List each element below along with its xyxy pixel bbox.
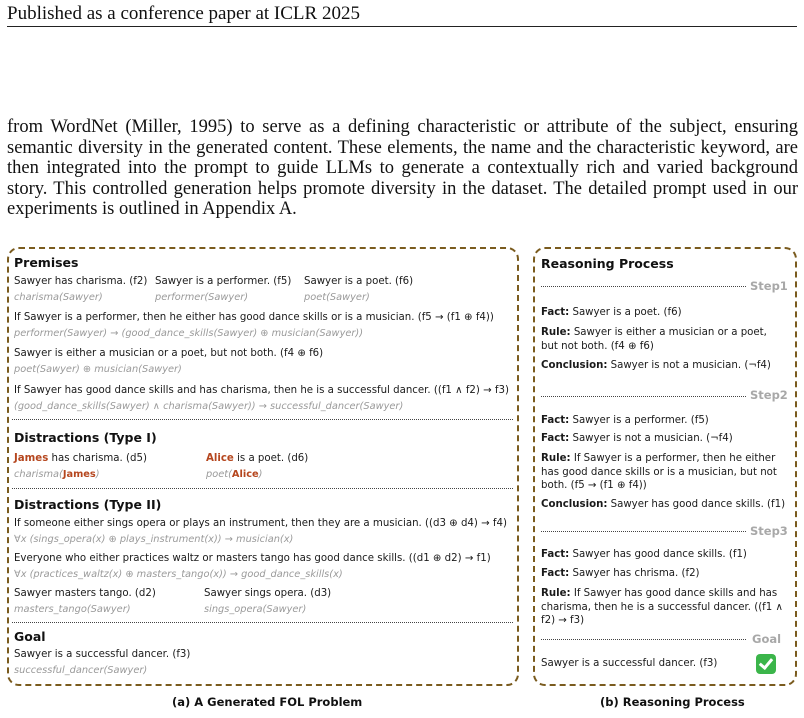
distraction-d3-fol: sings_opera(Sawyer) — [204, 604, 307, 615]
premise-f6: Sawyer is a poet. (f6) — [304, 276, 414, 287]
header-rule — [7, 26, 797, 27]
separator — [12, 488, 513, 489]
distractor-name-alice: Alice — [206, 453, 234, 464]
step3-fact-1: Fact: Sawyer has good dance skills. (f1) — [541, 549, 747, 560]
premise-f2-fol: charisma(Sawyer) — [14, 292, 103, 303]
step1-rule: Rule: Sawyer is either a musician or a poet, but not both. (f4 ⊕ f6) — [541, 327, 767, 352]
goal-separator — [541, 639, 746, 640]
caption-b: (b) Reasoning Process — [600, 695, 745, 709]
distraction-d2: Sawyer masters tango. (d2) — [14, 588, 156, 599]
premise-dancer-rule: If Sawyer has good dance skills and has charisma, then he is a successful dancer. ((f1 ∧ f2) → f3) — [14, 385, 509, 396]
distraction-d3: Sawyer sings opera. (d3) — [204, 588, 332, 599]
distraction-d6: Alice is a poet. (d6) — [206, 453, 309, 464]
goal-title: Goal — [14, 629, 46, 644]
distraction-d4: If someone either sings opera or plays an instrument, then they are a musician. ((d3 ⊕ d4) → f4) — [14, 518, 507, 529]
distractions-type1-title: Distractions (Type I) — [14, 430, 157, 445]
step2-label: Step2 — [750, 388, 788, 402]
separator — [12, 419, 513, 420]
distraction-d5: James has charisma. (d5) — [14, 453, 147, 464]
premise-musician-poet-fol: poet(Sawyer) ⊕ musician(Sawyer) — [14, 364, 182, 375]
distractor-name-james: James — [14, 453, 49, 464]
step2-fact-2: Fact: Sawyer is not a musician. (¬f4) — [541, 433, 733, 444]
distraction-d1: Everyone who either practices waltz or masters tango has good dance skills. ((d1 ⊕ d2) → f1) — [14, 553, 491, 564]
body-paragraph: from WordNet (Miller, 1995) to serve as a defining characteristic or attribute of the subject, ensuring semantic diversity in the generated content. These elements, the name and the characteristic keyword, are then integrated into the prompt to guide LLMs to generate a contextually rich and varied background story. This controlled generation helps promote diversity in the dataset. The detailed prompt used in our experiments is outlined in Appendix A. — [7, 117, 798, 220]
step2-rule: Rule: If Sawyer is a performer, then he either has good dance skills or is a musician, but not both. (f5 → (f1 ⊕ f4)) — [541, 453, 777, 491]
reasoning-title: Reasoning Process — [541, 256, 674, 271]
step3-rule: Rule: If Sawyer has good dance skills and has charisma, then he is a successful dancer. ((f1 ∧ f2) → f3) — [541, 588, 783, 626]
premise-musician-poet: Sawyer is either a musician or a poet, but not both. (f4 ⊕ f6) — [14, 348, 324, 359]
step1-label: Step1 — [750, 279, 788, 293]
running-header: Published as a conference paper at ICLR 2025 — [7, 3, 360, 24]
step2-conclusion: Conclusion: Sawyer has good dance skills. (f1) — [541, 499, 786, 510]
distraction-d1-fol: ∀x (practices_waltz(x) ⊕ masters_tango(x)) → good_dance_skills(x) — [14, 569, 343, 580]
step1-separator — [541, 286, 746, 287]
step1-fact: Fact: Sawyer is a poet. (f6) — [541, 307, 682, 318]
premise-f5-fol: performer(Sawyer) — [155, 292, 249, 303]
distraction-d5-fol: charisma(James) — [14, 469, 100, 480]
distractions-type2-title: Distractions (Type II) — [14, 497, 162, 512]
caption-a: (a) A Generated FOL Problem — [172, 695, 363, 709]
step2-separator — [541, 396, 746, 397]
goal-label: Goal — [752, 632, 782, 646]
check-mark-icon — [756, 654, 776, 674]
step2-fact-1: Fact: Sawyer is a performer. (f5) — [541, 415, 709, 426]
goal-statement: Sawyer is a successful dancer. (f3) — [14, 649, 191, 660]
distraction-d2-fol: masters_tango(Sawyer) — [14, 604, 131, 615]
step3-label: Step3 — [750, 524, 788, 538]
goal-fol: successful_dancer(Sawyer) — [14, 665, 148, 676]
step3-separator — [541, 531, 746, 532]
premise-f5: Sawyer is a performer. (f5) — [155, 276, 292, 287]
premise-performer-rule: If Sawyer is a performer, then he either has good dance skills or is a musician. (f5 → (f1 ⊕ f4)) — [14, 312, 494, 323]
premise-f2: Sawyer has charisma. (f2) — [14, 276, 148, 287]
step3-fact-2: Fact: Sawyer has chrisma. (f2) — [541, 568, 700, 579]
premises-title: Premises — [14, 255, 79, 270]
distraction-d6-fol: poet(Alice) — [206, 469, 263, 480]
step1-conclusion: Conclusion: Sawyer is not a musician. (¬f4) — [541, 360, 771, 371]
premise-dancer-rule-fol: (good_dance_skills(Sawyer) ∧ charisma(Sawyer)) → successful_dancer(Sawyer) — [14, 401, 404, 412]
distraction-d4-fol: ∀x (sings_opera(x) ⊕ plays_instrument(x)) → musician(x) — [14, 534, 294, 545]
reasoning-goal: Sawyer is a successful dancer. (f3) — [541, 658, 718, 669]
premise-performer-rule-fol: performer(Sawyer) → (good_dance_skills(Sawyer) ⊕ musician(Sawyer)) — [14, 328, 364, 339]
separator — [12, 622, 513, 623]
premise-f6-fol: poet(Sawyer) — [304, 292, 370, 303]
